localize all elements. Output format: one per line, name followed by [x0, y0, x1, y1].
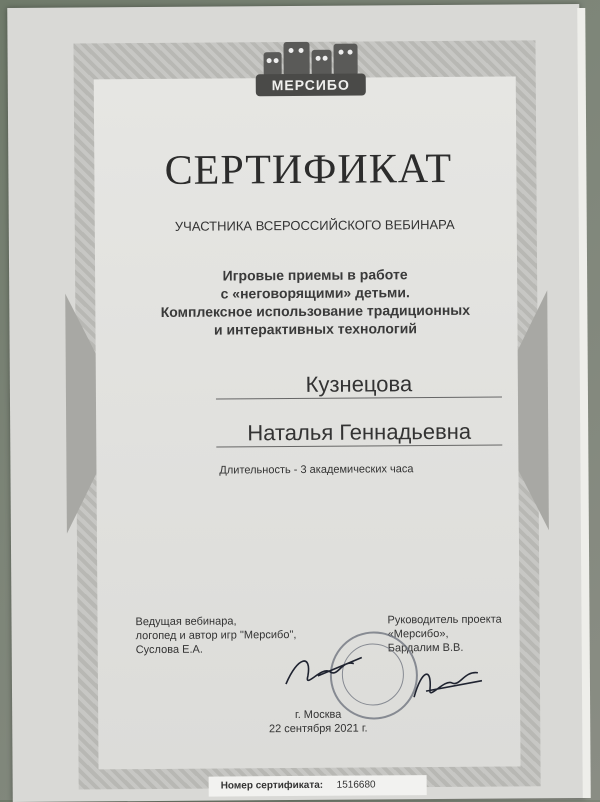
- logo-characters-icon: [263, 40, 359, 77]
- certificate-title: СЕРТИФИКАТ: [164, 145, 453, 194]
- duration-text: Длительность - 3 академических часа: [219, 463, 414, 477]
- signer-right-line: «Мерсибо»,: [387, 627, 449, 641]
- certificate-number-label: Номер сертификата:: [220, 779, 324, 792]
- signature-right-icon: [408, 661, 488, 706]
- certificate-number-value: 1516680: [336, 779, 376, 791]
- topic-line: Комплексное использование традиционных: [160, 301, 471, 320]
- signer-left-block: [135, 614, 296, 657]
- logo-wordmark: МЕРСИБО: [256, 74, 366, 97]
- signer-left-line: Суслова Е.А.: [135, 643, 203, 657]
- webinar-topic: [9, 264, 600, 340]
- sheet-edge: [577, 8, 591, 798]
- city-text: г. Москва: [294, 708, 342, 722]
- place-and-date: [12, 706, 600, 738]
- topic-line: Игровые приемы в работе: [222, 266, 408, 284]
- certificate-number-box: [209, 775, 427, 797]
- participant-surname: Кузнецова: [216, 371, 502, 400]
- signer-right-line: Руководитель проекта: [387, 613, 502, 627]
- certificate-sheet: [7, 4, 585, 802]
- signer-left-line: Ведущая вебинара,: [135, 615, 237, 629]
- certificate-subtitle: УЧАСТНИКА ВСЕРОССИЙСКОГО ВЕБИНАРА: [174, 216, 455, 234]
- participant-given-names: Наталья Геннадьевна: [216, 419, 502, 448]
- date-text: 22 сентября 2021 г.: [268, 722, 368, 736]
- signer-right-line: Бардалим В.В.: [387, 641, 464, 655]
- signature-left-icon: [278, 646, 368, 697]
- topic-line: и интерактивных технологий: [213, 320, 417, 338]
- topic-line: с «неговорящими» детьми.: [220, 284, 410, 302]
- signer-left-line: логопед и автор игр "Мерсибо",: [135, 629, 297, 643]
- mersibo-logo: [255, 40, 365, 99]
